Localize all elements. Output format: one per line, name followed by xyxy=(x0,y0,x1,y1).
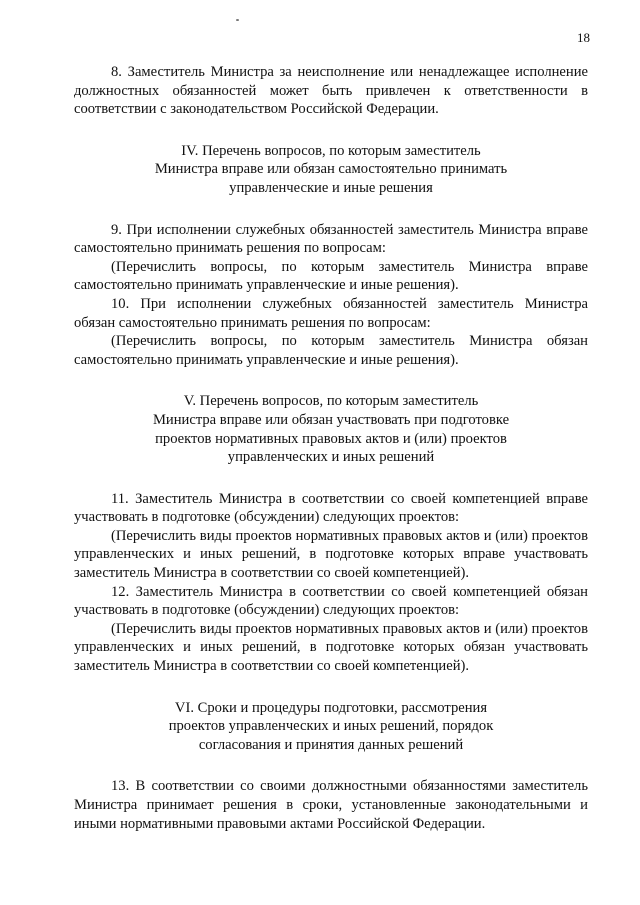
paragraph-10: 10. При исполнении служебных обязанностей заместитель Министра обязан самостоятельно принимать решения по вопросам: xyxy=(74,295,588,331)
paragraph-12-list: (Перечислить виды проектов нормативных правовых актов и (или) проектов управленческих и иных решений, в подготовке которых обязан участвовать заместитель Министра в соответствии со своей компетенцией). xyxy=(74,620,588,675)
heading-line: проектов нормативных правовых актов и (или) проектов xyxy=(155,430,507,447)
section-heading-iv xyxy=(74,142,588,198)
section-heading-vi xyxy=(74,699,588,755)
paragraph-10-list: (Перечислить вопросы, по которым заместитель Министра обязан самостоятельно принимать управленческие и иные решения). xyxy=(74,333,588,368)
paragraph-11-list: (Перечислить виды проектов нормативных правовых актов и (или) проектов управленческих и иных решений, в подготовке которых вправе участвовать заместитель Министра в соответствии со своей компетенцией). xyxy=(74,527,588,582)
heading-line: Министра вправе или обязан участвовать при подготовке xyxy=(152,411,510,428)
heading-line: согласования и принятия данных решений xyxy=(198,736,464,753)
heading-line: управленческих и иных решений xyxy=(227,449,435,466)
paragraph-8: 8. Заместитель Министра за неисполнение или ненадлежащее исполнение должностных обязанностей может быть привлечен к ответственности в соответствии с законодательством Российской Федерации. xyxy=(74,64,588,118)
paragraph-9: 9. При исполнении служебных обязанностей заместитель Министра вправе самостоятельно принимать решения по вопросам: xyxy=(74,221,588,257)
section-heading-v xyxy=(74,392,588,466)
paragraph-13: 13. В соответствии со своими должностными обязанностями заместитель Министра принимает решения в сроки, установленные законодательными и иными нормативными правовыми актами Российской Федерации. xyxy=(74,778,588,832)
paragraph-9-list: (Перечислить вопросы, по которым заместитель Министра вправе самостоятельно принимать управленческие и иные решения). xyxy=(74,258,588,294)
heading-line: проектов управленческих и иных решений, порядок xyxy=(168,718,494,735)
paragraph-12: 12. Заместитель Министра в соответствии со своей компетенцией обязан участвовать в подготовке (обсуждении) следующих проектов: xyxy=(74,583,588,619)
scan-speck xyxy=(236,19,239,21)
page-number: 18 xyxy=(577,30,590,45)
heading-line: Министра вправе или обязан самостоятельно принимать xyxy=(154,161,508,178)
paragraph-11: 11. Заместитель Министра в соответствии со своей компетенцией вправе участвовать в подготовке (обсуждении) следующих проектов: xyxy=(74,490,588,526)
heading-line: управленческие и иные решения xyxy=(229,179,433,196)
heading-line: V. Перечень вопросов, по которым заместитель xyxy=(183,393,479,410)
heading-line: VI. Сроки и процедуры подготовки, рассмотрения xyxy=(174,699,488,716)
document-body xyxy=(74,63,588,833)
heading-line: IV. Перечень вопросов, по которым заместитель xyxy=(181,142,481,159)
